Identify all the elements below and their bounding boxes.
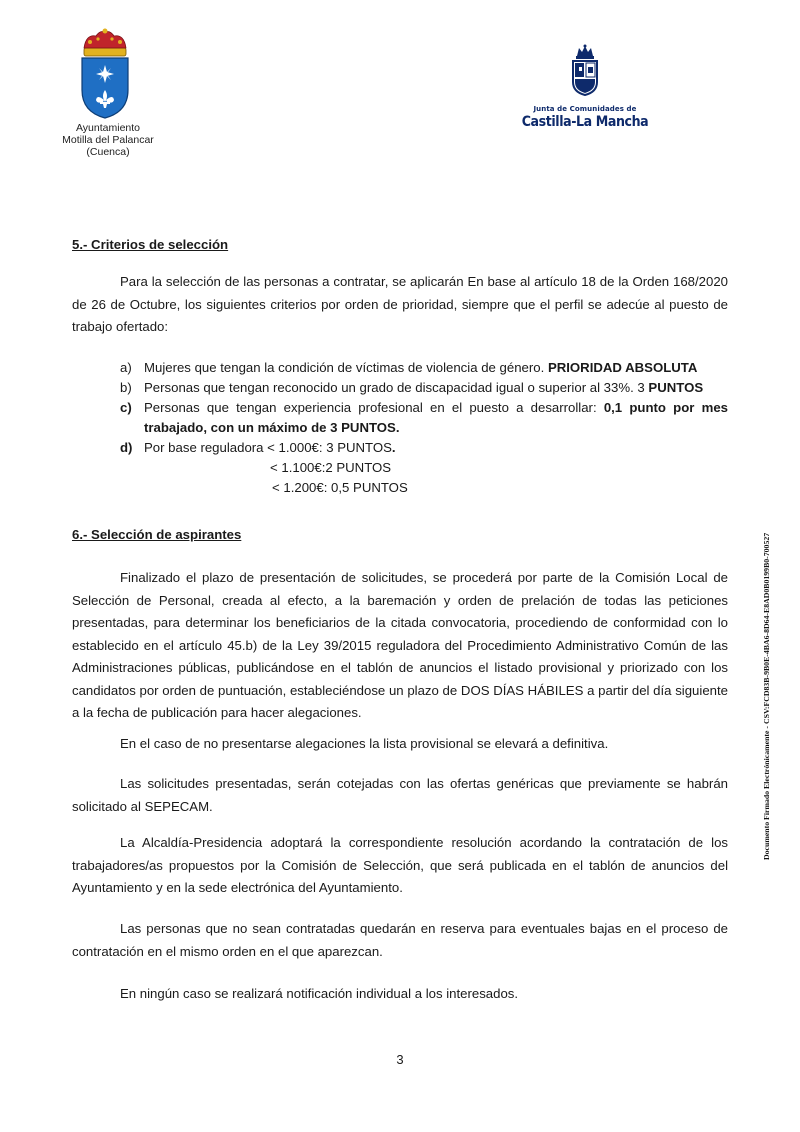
municipality-name-line3: (Cuenca) [86, 146, 130, 158]
criteria-subitem-1: < 1.100€:2 PUNTOS [270, 460, 392, 475]
criteria-subitem-2: < 1.200€: 0,5 PUNTOS [272, 480, 408, 495]
municipal-coat-of-arms-icon [76, 28, 134, 120]
section-6-paragraph-2: En el caso de no presentarse alegaciones la lista provisional se elevará a definitiva. [120, 736, 609, 751]
section-6-paragraph-6: En ningún caso se realizará notificación individual a los interesados. [120, 986, 519, 1001]
section-6-paragraph-4: La Alcaldía-Presidencia adoptará la correspondiente resolución acordando la contratación de los trabajadores/as propuestos por la Comisión de Selección, que será publicada en el tablón de anuncios del Ayuntamiento y en la sede electrónica del Ayuntamiento. [72, 835, 728, 895]
criteria-item-c: c) Personas que tengan experiencia profesional en el puesto a desarrollar: 0,1 punto por mes trabajado, con un máximo de 3 PUNTOS. [120, 400, 728, 435]
section-6-heading: 6.- Selección de aspirantes [72, 527, 242, 542]
regional-government-logo-icon [567, 44, 603, 96]
municipality-name-line2: Motilla del Palancar [62, 134, 154, 146]
page-number: 3 [396, 1052, 404, 1067]
criteria-item-d: d) Por base reguladora < 1.000€: 3 PUNTOS. [120, 440, 396, 455]
regional-government-header [520, 44, 650, 130]
regional-government-small-text: Junta de Comunidades de [533, 105, 637, 113]
section-6-paragraph-5: Las personas que no sean contratadas quedarán en reserva para eventuales bajas en el proceso de contratación en el mismo orden en el que aparezcan. [72, 921, 728, 959]
regional-government-name: Castilla-La Mancha [521, 114, 649, 130]
section-6-paragraph-1: Finalizado el plazo de presentación de solicitudes, se procederá por parte de la Comisión Local de Selección de Personal, creada al efecto, a la baremación y orden de prelación de todas las peticiones presentadas, para determinar los beneficiarios de la citada convocatoria, procediendo de conformidad con lo establecido en el artículo 45.b) de la Ley 39/2015 reguladora del Procedimiento Administrativo Común de las Administraciones públicas, publicándose en el tablón de anuncios el listado provisional y priorizado con los candidatos por orden de puntuación, estableciéndose un plazo de DOS DÍAS HÁBILES a partir del día siguiente a la fecha de publicación para hacer alegaciones. [72, 570, 728, 720]
criteria-list [72, 358, 728, 498]
electronic-signature-note: Documento Firmado Electrónicamente - CSV:FCD83B-9B0E-4BA6-8D64-E8AD0B0199B0-700527 [762, 532, 771, 860]
section-6-paragraph-3: Las solicitudes presentadas, serán cotejadas con las ofertas genéricas que previamente se habrán solicitado al SEPECAM. [72, 776, 728, 814]
municipality-name-line1: Ayuntamiento [75, 122, 140, 134]
municipality-header [62, 28, 182, 158]
criteria-item-a: a) Mujeres que tengan la condición de víctimas de violencia de género. PRIORIDAD ABSOLUTA [120, 360, 698, 375]
section-5-intro: Para la selección de las personas a contratar, se aplicarán En base al artículo 18 de la Orden 168/2020 de 26 de Octubre, los siguientes criterios por orden de prioridad, siempre que el perfil se adecúe al puesto de trabajo ofertado: [72, 274, 728, 334]
section-5-heading: 5.- Criterios de selección [72, 237, 229, 252]
criteria-item-b: b) Personas que tengan reconocido un grado de discapacidad igual o superior al 33%. 3 PUNTOS [120, 380, 704, 395]
